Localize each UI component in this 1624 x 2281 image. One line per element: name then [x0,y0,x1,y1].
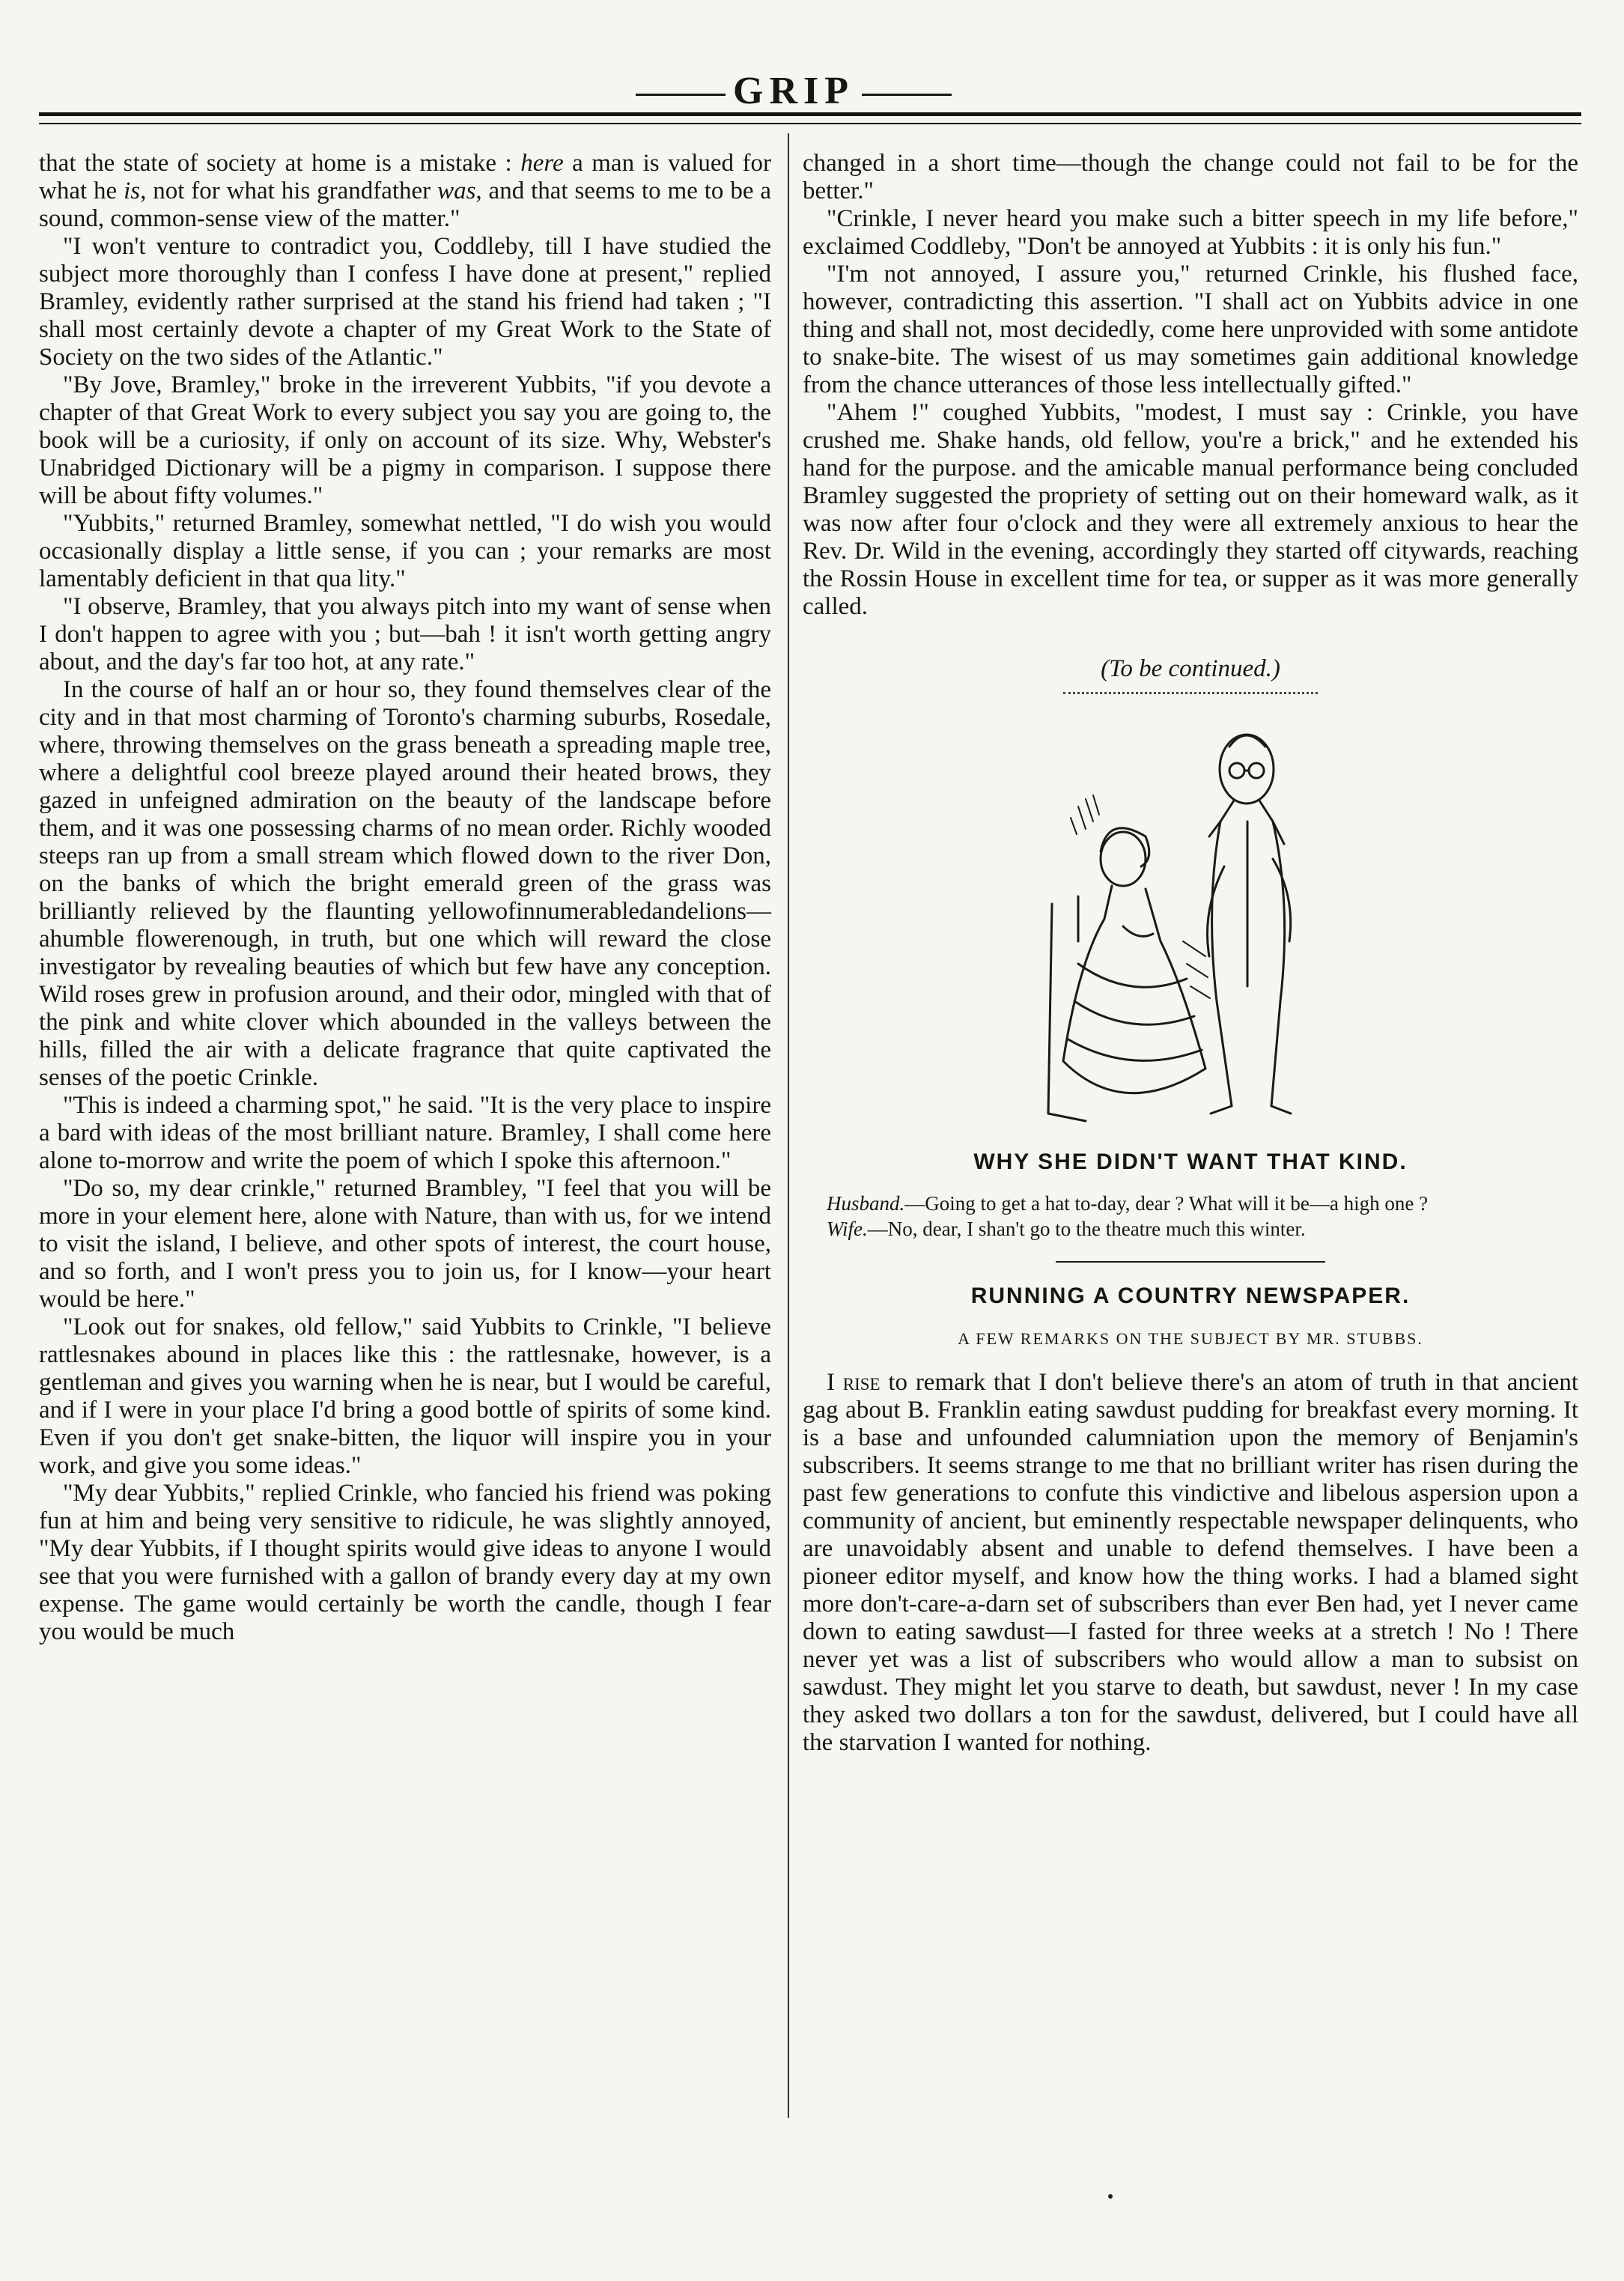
header-rule-thin [39,123,1581,124]
paragraph-3: "By Jove, Bramley," broke in the irreverent Yubbits, "if you devote a chapter of that Great Work to every subject you say you are going to, the book will be a curiosity, if only on account of its size. Why, Webster's Unabridged Dictionary will be a pigmy in comparison. I suppose there will be about fifty volumes." [39,371,771,509]
woman-hair [1101,828,1149,866]
left-column [39,150,771,1646]
paragraph-7: "This is indeed a charming spot," he said. "It is the very place to inspire a bard with ideas of the most brilliant nature. Bramley, I shall come here alone to-morrow and write the poem of which I spoke this afternoon." [39,1092,771,1174]
paragraph-4: "Yubbits," returned Bramley, somewhat nettled, "I do wish you would occasionally display a little sense, if you can ; your remarks are most lamentably deficient in that qua lity." [39,510,771,592]
right-column [803,150,1578,1757]
woman-head [1101,832,1146,886]
paragraph-2: "I won't venture to contradict you, Coddleby, till I have studied the subject more thoroughly than I confess I have done at present," replied Bramley, evidently rather surprised at the stand his friend had taken ; "I shall most certainly devote a chapter of my Great Work to the State of Society on the two sides of the Atlantic." [39,233,771,371]
cartoon-illustration [1033,717,1348,1136]
paragraph-10: "My dear Yubbits," replied Crinkle, who fancied his friend was poking fun at him and being very sensitive to ridicule, he was slightly annoyed, "My dear Yubbits, if I thought spirits would give ideas to anyone I would see that you were furnished with a gallon of brandy every day at my own expense. The game would certainly be worth the candle, though I fear you would be much [39,1480,771,1645]
paragraph-8: "Do so, my dear crinkle," returned Brambley, "I feel that you will be more in your element here, alone with Nature, than with us, for we intend to visit the island, I believe, and other spots of interest, the court house, and so forth, and I won't press you to join us, for I know—your heart would be here." [39,1175,771,1313]
column-divider [788,133,789,2118]
paragraph-9: "Look out for snakes, old fellow," said Yubbits to Crinkle, "I believe rattlesnakes abound in places like this : the rattlesnake, however, is a gentleman and gives you warning when he is near, but I would be careful, and if I were in your place I'd bring a good bottle of spirits of some kind. Even if you don't get snake-bitten, the liquor will inspire you in your work, and give you some ideas." [39,1313,771,1479]
woman-dress [1063,886,1205,1093]
man-head [1220,735,1274,804]
right-paragraph-4: "Ahem !" coughed Yubbits, "modest, I must say : Crinkle, you have crushed me. Shake hands, old fellow, you're a brick," and he extended his hand for the purpose. and the amicable manual performance being concluded Bramley suggested the propriety of setting out on their homeward walk, as it was now after four o'clock and they were all extremely anxious to hear the Rev. Dr. Wild in the evening, accordingly they started off citywards, reaching the Rossin House in excellent time for tea, or supper as it was more generally called. [803,399,1578,620]
paragraph-6: In the course of half an or hour so, they found themselves clear of the city and in that most charming of Toronto's charming suburbs, Rosedale, where, throwing themselves on the grass beneath a spreading maple tree, where a delightful cool breeze played around their heated brows, they gazed in unfeigned admiration on the beauty of the landscape before them, and it was one possessing charms of no mean order. Richly wooded steeps ran up from a small stream which flowed down to the river Don, on the banks of which the bright emerald green of the grass was brilliantly relieved by the flaunting yellowofinnumerabledandelions—ahumble flowerenough, in truth, but one which will reward the close investigator by revealing beauties of which but few have any conception. Wild roses grew in profusion around, and their odor, mingled with that of the pink and white clover which abounded in the valleys between the hills, filled the air with a delicate fragrance that quite captivated the senses of the poetic Crinkle. [39,676,771,1091]
paragraph-5: "I observe, Bramley, that you always pitch into my want of sense when I don't happen to agree with you ; but—bah ! it isn't worth getting angry about, and the day's far too hot, at any rate." [39,593,771,675]
masthead-right-rule [862,94,952,96]
masthead-left-rule [636,94,726,96]
chair [1048,896,1086,1121]
to-be-continued: (To be continued.) [1101,655,1280,682]
page-mark [1108,2194,1113,2199]
article-subtitle: A FEW REMARKS ON THE SUBJECT BY MR. STUBBS. [958,1329,1423,1348]
article-title: RUNNING A COUNTRY NEWSPAPER. [970,1284,1411,1308]
paragraph-1: that the state of society at home is a mistake : here a man is valued for what he is, not for what his grandfather was, and that seems to me to be a sound, common-sense view of the matter." [39,150,771,232]
cartoon-wife-line: Wife.—No, dear, I shan't go to the theatre much this winter. [827,1218,1306,1240]
masthead-title: GRIP [733,70,854,112]
section-rule [1056,1261,1325,1263]
right-paragraph-3: "I'm not annoyed, I assure you," returned Crinkle, his flushed face, however, contradicting this assertion. "I shall act on Yubbits advice in one thing and shall not, most decidedly, come here unprovided with some antidote to snake-bite. The wisest of us may sometimes gain additional knowledge from the chance utterances of those less intellectually gifted." [803,261,1578,398]
masthead [569,69,1018,113]
header-rule-thick [39,112,1581,116]
cartoon-title: WHY SHE DIDN'T WANT THAT KIND. [973,1149,1408,1174]
article-body: I rise to remark that I don't believe there's an atom of truth in that ancient gag about B. Franklin eating sawdust pudding for breakfast every morning. It is a base and unfounded calumniation upon the memory of Benjamin's subscribers. It seems strange to me that no brilliant writer has risen during the past few generations to confute this vindictive and libelous aspersion upon a community of ancient, but eminently respectable newspaper delinquents, who are unavoidably absent and unable to defend themselves. I have been a pioneer editor myself, and know how the thing works. I had a blamed sight more don't-care-a-darn set of subscribers than ever Ben had, yet I never came down to eating sawdust—I fasted for three weeks at a stretch ! No ! There never yet was a list of subscribers who would allow a man to subsist on sawdust. They might let you starve to death, but sawdust, never ! In my case they asked two dollars a ton for the sawdust, delivered, but I could have all the starvation I wanted for nothing. [803,1369,1578,1756]
cartoon-husband-line: Husband.—Going to get a hat to-day, dear ? What will it be—a high one ? [827,1192,1429,1215]
right-paragraph-1: changed in a short time—though the change could not fail to be for the better." [803,150,1578,204]
dotted-separator [1063,692,1318,694]
right-paragraph-2: "Crinkle, I never heard you make such a bitter speech in my life before," exclaimed Coddleby, "Don't be annoyed at Yubbits : it is only his fun." [803,205,1578,260]
